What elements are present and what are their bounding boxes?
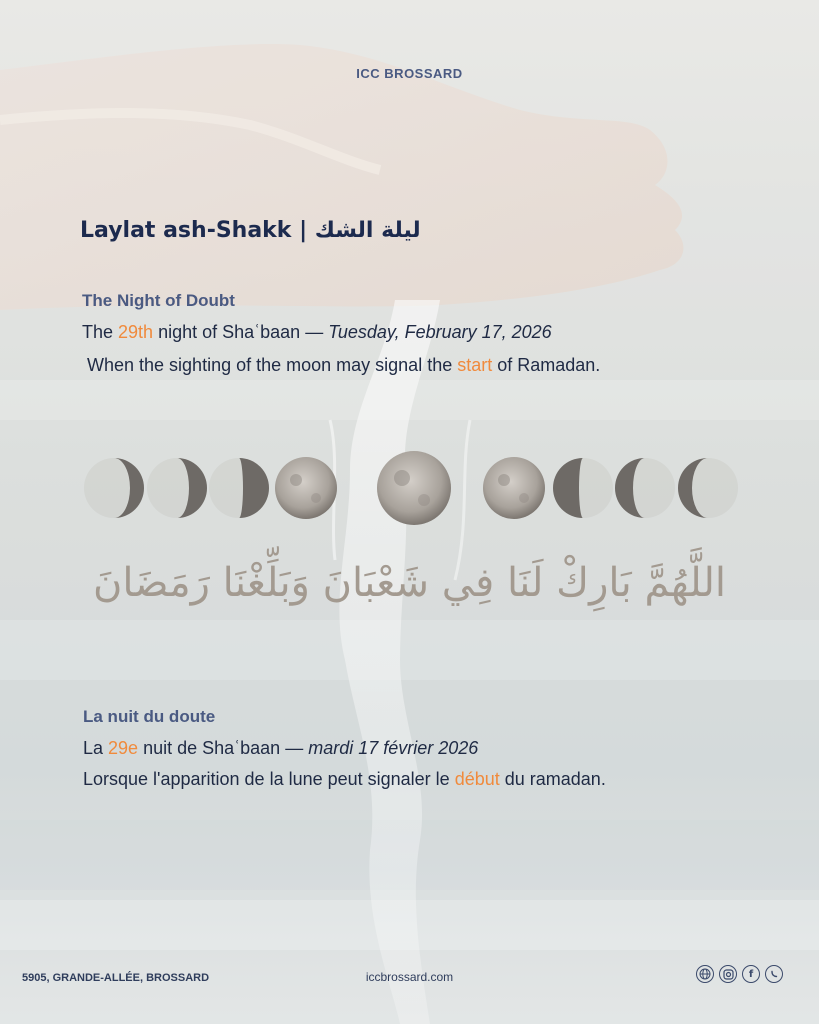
highlight-debut: début <box>454 769 500 789</box>
french-heading: La nuit du doute <box>83 707 216 726</box>
social-icons <box>696 965 783 983</box>
page-title: Laylat ash-Shakk | ليلة الشك <box>80 218 421 243</box>
moon-icon <box>483 457 545 519</box>
globe-icon[interactable] <box>696 965 714 983</box>
moon-icon <box>147 458 207 518</box>
french-sighting-line: Lorsque l'apparition de la lune peut signaler le début du ramadan. <box>83 769 606 789</box>
moon-icon <box>377 451 451 525</box>
website-link[interactable]: iccbrossard.com <box>365 970 454 984</box>
facebook-icon[interactable]: f <box>742 965 760 983</box>
moon-icon <box>209 458 269 518</box>
whatsapp-icon[interactable] <box>765 965 783 983</box>
arabic-dua: اللَّهُمَّ بَارِكْ لَنَا فِي شَعْبَانَ وَبَلِّغْنَا رَمَضَانَ <box>92 560 727 606</box>
french-date-line: La 29e nuit de Shaʿbaan — mardi 17 février 2026 <box>83 738 479 758</box>
moon-icon <box>678 458 738 518</box>
moon-icon <box>84 458 144 518</box>
english-heading: The Night of Doubt <box>82 291 235 310</box>
moon-icon <box>615 458 675 518</box>
instagram-icon[interactable] <box>719 965 737 983</box>
moon-icon <box>275 457 337 519</box>
moon-icon <box>553 458 613 518</box>
french-date: mardi 17 février 2026 <box>308 738 479 758</box>
highlight-start: start <box>457 355 493 375</box>
english-date: Tuesday, February 17, 2026 <box>328 322 552 342</box>
moon-phases <box>0 448 819 538</box>
english-date-line: The 29th night of Shaʿbaan — Tuesday, February 17, 2026 <box>82 322 552 342</box>
org-name: ICC BROSSARD <box>356 66 463 81</box>
address: 5905, GRANDE-ALLÉE, BROSSARD <box>22 972 210 984</box>
highlight-29th: 29th <box>118 322 154 342</box>
highlight-29e: 29e <box>108 738 139 758</box>
english-sighting-line: When the sighting of the moon may signal the start of Ramadan. <box>87 355 601 375</box>
